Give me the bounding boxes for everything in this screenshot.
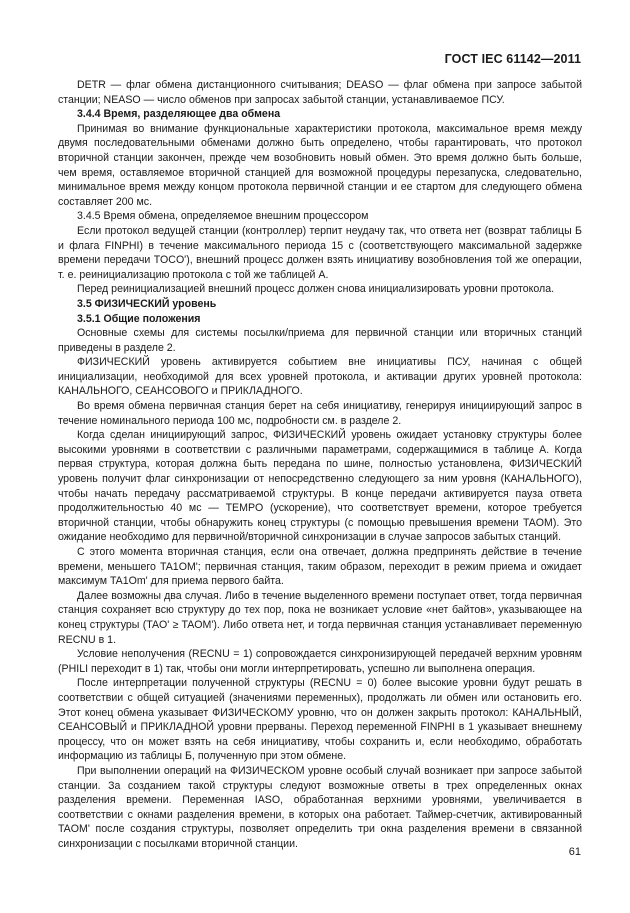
section-heading: 3.5 ФИЗИЧЕСКИЙ уровень — [77, 297, 217, 310]
paragraph: С этого момента вторичная станция, если она отвечает, должна предпринять действие в течение времени, меньшего TA1OM'; первичная станция, таким образом, переходит в режим приема и ожидает максимум TA1Om' для приема первого байта. — [58, 546, 582, 588]
paragraph: Если протокол ведущей станции (контроллер) терпит неудачу так, что ответа нет (возврат таблицы Б и флага FINPHI) в течение максимального периода 15 с (соответствующего максимальной задержке времени передачи TOCO'), внешний процесс должен взять инициативу возобновления той же операции, т. е. реинициализацию протокола с той же таблицей А. — [58, 224, 582, 281]
paragraph: Основные схемы для системы посылки/приема для первичной станции или вторичных станций приведены в разделе 2. — [58, 327, 582, 354]
section-heading: 3.5.1 Общие положения — [77, 312, 201, 325]
paragraph: При выполнении операций на ФИЗИЧЕСКОМ уровне особый случай возникает при запросе забытой станции. За созданием такой структуры следуют возможные ответы в трех определенных окнах разделения времени. Переменная IASO, обработанная верхними уровнями, увеличивается в соответствии с окнами разделения времени, в которых она работает. Таймер-счетчик, активированный TAOM' после создания структуры, позволяет определить три окна разделения времени в связанной синхронизации с посылками вторичной станции. — [58, 764, 582, 850]
paragraph: Условие неполучения (RECNU = 1) сопровождается синхронизирующей передачей верхним уровням (PHILI переходит в 1) так, чтобы они могли интерпретировать, успешно ли выполнена операция. — [58, 648, 582, 675]
paragraph: DETR — флаг обмена дистанционного считывания; DEASO — флаг обмена при запросе забытой станции; NEASO — число обменов при запросах забытой станции, устанавливаемое ПСУ. — [58, 79, 582, 106]
paragraph: Перед реинициализацией внешний процесс должен снова инициализировать уровни протокола. — [77, 283, 555, 296]
paragraph: Принимая во внимание функциональные характеристики протокола, максимальное время между двумя последовательными обменами должно быть определено, чтобы гарантировать, что протокол вторичной станции закончен, прежде чем возобновить новый обмен. Это время должно быть больше, чем время, оставляемое вторичной станцией для возможной процедуры перезапуска, следовательно, минимальное время между концом протокола первичной станции и ее стартом для следующего обмена составляет 200 мс. — [58, 122, 582, 208]
paragraph: Во время обмена первичная станция берет на себя инициативу, генерируя инициирующий запрос в течение номинального периода 100 мс, подробности см. в разделе 2. — [58, 400, 582, 427]
document-header: ГОСТ IEC 61142—2011 — [444, 52, 581, 66]
paragraph: Когда сделан инициирующий запрос, ФИЗИЧЕСКИЙ уровень ожидает установку структуры более высокими уровнями в соответствии с различными параметрами, содержащимися в таблице А. Когда первая структура, которая должна быть передана по шине, полностью установлена, ФИЗИЧЕСКИЙ уровень получит флаг синхронизации от непосредственно следующего за ним уровня (КАНАЛЬНОГО), чтобы начать передачу рассматриваемой структуры. В конце передачи активируется пауза ответа продолжительностью 40 мс — TEMPO (ускорение), что соответствует времени, которое требуется вторичной станции, чтобы обнаружить конец структуры (с помощью превышения времени TAOM). Это ожидание необходимо для первичной/вторичной синхронизации в случае запросов забытых станций. — [58, 429, 582, 544]
paragraph: ФИЗИЧЕСКИЙ уровень активируется событием вне инициативы ПСУ, начиная с общей инициализации, необходимой для всех уровней протокола, и активации других уровней протокола: КАНАЛЬНОГО, СЕАНСОВОГО и ПРИКЛАДНОГО. — [58, 356, 582, 398]
section-heading: 3.4.4 Время, разделяющее два обмена — [77, 108, 281, 121]
page-number: 61 — [568, 846, 581, 858]
paragraph: Далее возможны два случая. Либо в течение выделенного времени поступает ответ, тогда первичная станция сохраняет всю структуру до тех пор, пока не возникает условие «нет байтов», указывающее на конец структуры (TAO' ≥ TAOM'). Либо ответа нет, и тогда первичная станция устанавливает переменную RECNU в 1. — [58, 589, 582, 646]
document-body — [58, 78, 582, 851]
paragraph: После интерпретации полученной структуры (RECNU = 0) более высокие уровни будут решать в соответствии с общей ситуацией (значениями переменных), продолжать ли обмен или остановить его. Этот конец обмена указывает ФИЗИЧЕСКОМУ уровню, что он должен закрыть протокол: КАНАЛЬНЫЙ, СЕАНСОВЫЙ и ПРИКЛАДНОЙ уровни прерваны. Переход переменной FINPHI в 1 указывает внешнему процессу, что он может взять на себя инициативу, чтобы сохранить и, если необходимо, обработать информацию из таблицы Б, полученную при этом обмене. — [58, 677, 582, 763]
subsection-heading: 3.4.5 Время обмена, определяемое внешним процессором — [77, 210, 369, 223]
